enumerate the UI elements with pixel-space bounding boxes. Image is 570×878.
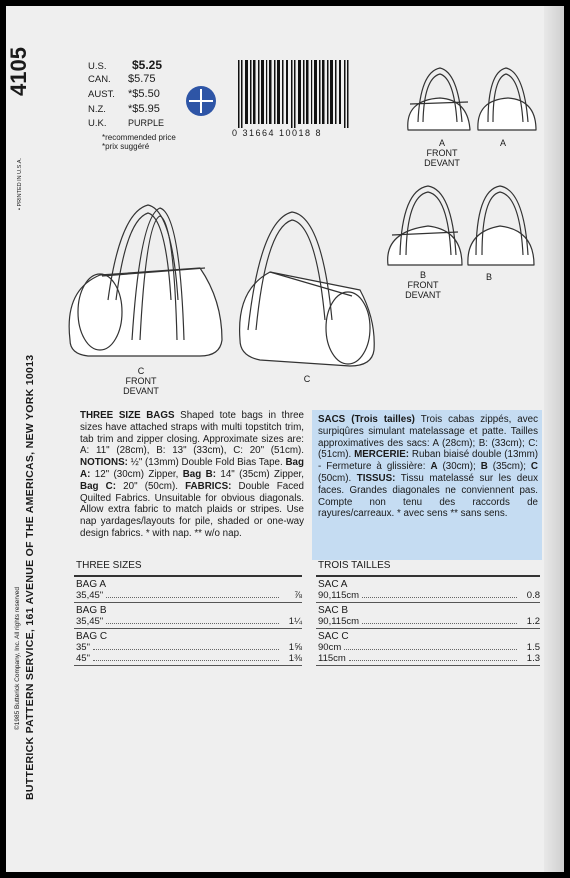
publisher-address: BUTTERICK PATTERN SERVICE, 161 AVENUE OF THE AMERICAS, NEW YORK 10013 — [24, 354, 36, 800]
table-group: SAC C 90cm 1.5 115cm 1.3 — [318, 631, 540, 664]
table-row: 90cm 1.5 — [318, 642, 540, 653]
bag-c-back-illustration — [240, 212, 375, 366]
fig-label-b-front: B FRONT DEVANT — [405, 270, 441, 300]
english-description: THREE SIZE BAGS Shaped tote bags in three sizes have attached straps with multi topstitch trim, tab trim and zipper closing. Approximate sizes are: A: 11" (28cm), B: 13" (33cm), C: 20" (51cm). NOTIONS: ½" (13mm) Double Fold Bias Tape. Bag A: 12" (30cm) Zipper, Bag B: 14" (35cm) Zipper, Bag C: 20" (50cm). FABRICS: Double Faced Quilted Fabrics. Unsuitable for obvious diagonals. Allow extra fabric to match plaids or stripes. Use nap yardages/layouts for pile, shaded or one-way design fabrics. * with nap. ** w/o nap. — [80, 410, 304, 539]
table-row: 35,45" ⅞ — [76, 590, 302, 601]
french-description: SACS (Trois tailles) Trois cabas zippés, avec surpiqûres simulant matelassage et patte. Tailles approximatives des sacs: A (28cm); B: (33cm); C: (51cm). MERCERIE: Ruban biaisé double (13mm) - Fermeture à glissière: A (30cm); B (35cm); C (50cm). TISSUS: Tissu matelassé sur les deux faces. Grandes diagonales ne conviennent pas. Compte non tenu des raccords de rayures/carreaux. * avec sens ** sans sens. — [318, 414, 538, 520]
french-title: SACS (Trois tailles) — [318, 414, 415, 425]
price-row: U.K. PURPLE — [88, 118, 165, 129]
table-group: BAG C 35" 1⅝ 45" 1⅜ — [76, 631, 302, 664]
bag-a-front-illustration — [408, 68, 470, 130]
table-group: SAC A 90,115cm 0.8 — [318, 579, 540, 601]
price-row: AUST. *$5.50 — [88, 88, 160, 100]
table-header: TROIS TAILLES — [316, 560, 540, 577]
table-row: 90,115cm 1.2 — [318, 616, 540, 627]
table-row: 35" 1⅝ — [76, 642, 302, 653]
fig-label-c-front: C FRONT DEVANT — [123, 366, 159, 396]
english-title: THREE SIZE BAGS — [80, 410, 175, 421]
barcode-number: 0 31664 10018 8 — [232, 128, 323, 138]
table-group: BAG A 35,45" ⅞ — [76, 579, 302, 601]
copyright-line: ©1985 Butterick Company, Inc. All rights reserved — [14, 586, 21, 730]
fig-label-a-back: A — [499, 138, 506, 148]
recommended-price-note: *recommended price — [102, 133, 176, 142]
table-group: SAC B 90,115cm 1.2 — [318, 605, 540, 627]
pattern-number: 4105 — [6, 47, 31, 96]
price-row: CAN. $5.75 — [88, 73, 156, 85]
fig-label-b-back: B — [485, 272, 492, 282]
yardage-table-french — [316, 560, 540, 666]
bag-b-front-illustration — [388, 186, 462, 265]
price-row: U.S. $5.25 — [88, 58, 163, 72]
fig-label-c-back: C — [303, 374, 311, 384]
bag-a-back-illustration — [478, 68, 536, 130]
printed-in-usa: • PRINTED IN U.S.A. — [17, 157, 23, 210]
table-row: 35,45" 1¼ — [76, 616, 302, 627]
prix-suggere-note: *prix suggéré — [102, 142, 150, 151]
yardage-table-english — [74, 560, 302, 666]
table-header: THREE SIZES — [74, 560, 302, 577]
bag-c-front-illustration — [69, 205, 222, 356]
price-row: N.Z. *$5.95 — [88, 103, 160, 115]
table-group: BAG B 35,45" 1¼ — [76, 605, 302, 627]
table-row: 90,115cm 0.8 — [318, 590, 540, 601]
bag-b-back-illustration — [468, 186, 534, 265]
fig-label-a-front: A FRONT DEVANT — [424, 138, 460, 168]
table-row: 45" 1⅜ — [76, 653, 302, 664]
table-row: 115cm 1.3 — [318, 653, 540, 664]
